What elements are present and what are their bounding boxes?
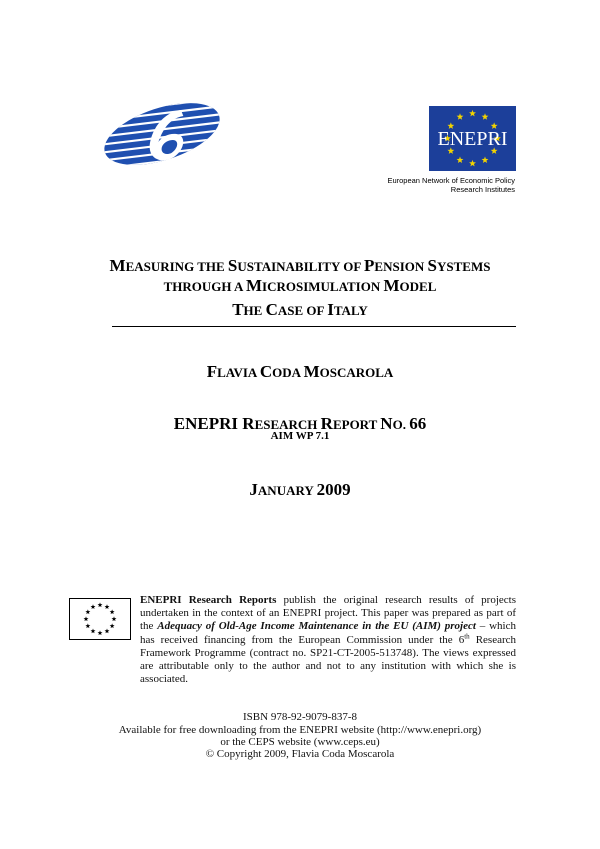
enepri-logo [429,106,516,171]
disclaimer-line: ENEPRI Research Reports publish the original research results of projects [140,594,516,606]
enepri-caption-line1: European Network of Economic Policy [387,176,515,185]
disclaimer-line: undertaken in the context of an ENEPRI project. This paper was prepared as part of [140,607,516,620]
disclaimer-line: has received financing from the European Commission under the 6th Research [140,631,517,646]
disclaimer-line: the Adequacy of Old-Age Income Maintenance in the EU (AIM) project – which [140,620,516,633]
subtitle: THE CASE OF ITALY [232,300,368,319]
title-line1: MEASURING THE SUSTAINABILITY OF PENSION SYSTEMS [109,256,491,275]
copyright: © Copyright 2009, Flavia Coda Moscarola [205,748,395,760]
disclaimer-line: associated. [140,673,188,686]
disclaimer-line: Framework Programme (contract no. SP21-CT-2005-513748). The views expressed [140,646,516,659]
enepri-logo-text: ENEPRI [437,128,508,150]
fp6-logo-icon [100,98,224,170]
eu-flag-icon [69,598,131,640]
disclaimer-paragraph [140,594,516,686]
enepri-caption-line2: Research Institutes [450,185,515,194]
report-number: ENEPRI RESEARCH REPORT NO. 66 [173,414,427,433]
title-line2: THROUGH A MICROSIMULATION MODEL [163,276,437,295]
author: FLAVIA CODA MOSCAROLA [206,362,394,381]
enepri-caption [330,176,515,194]
isbn: ISBN 978-92-9079-837-8 [243,711,357,723]
report-wp: AIM WP 7.1 [270,430,330,442]
title-divider [112,326,516,327]
publication-date: JANUARY 2009 [249,480,351,499]
disclaimer-line: are attributable only to the author and not to any institution with which she is [140,659,516,672]
ceps-website: or the CEPS website (www.ceps.eu) [220,736,380,748]
download-info: Available for free downloading from the ENEPRI website (http://www.enepri.org) [118,724,482,736]
